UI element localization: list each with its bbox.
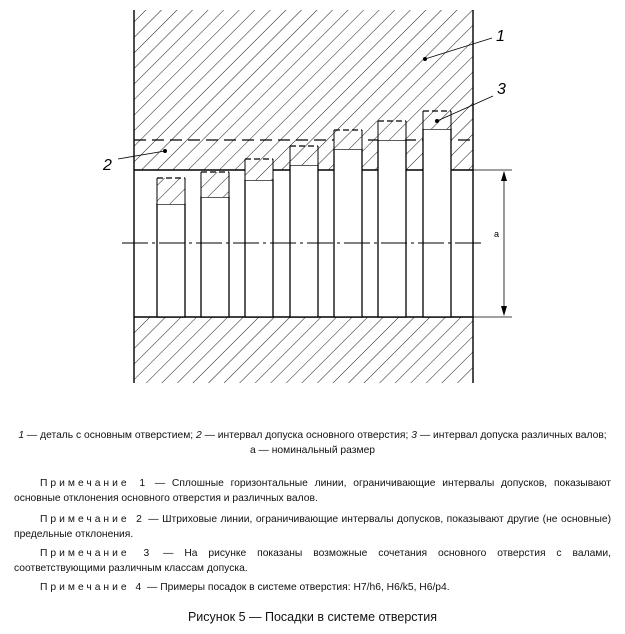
legend-line-2: а — номинальный размер [249,445,376,456]
dimension-label-a: a [494,229,500,239]
dimension-arrow-top [501,171,507,181]
shaft-5 [334,149,362,317]
note-3: Примечание 3 — На рисунке показаны возможные сочетания основного отверстия с валами, соответствующими различным классам допуска. [14,548,611,574]
shaft-tolerance-zone-1 [157,178,185,204]
note-4: Примечание 4 — Примеры посадок в системе отверстия: H7/h6, H6/k5, H6/p4. [40,582,450,593]
label-3: 3 [497,81,506,98]
legend-line-1: 1 — деталь с основным отверстием; 2 — интервал допуска основного отверстия; 3 — интервал допуска различных валов; [18,430,607,441]
legend [14,428,611,458]
leader-dot-2 [163,149,167,153]
note-2: Примечание 2 — Штриховые линии, ограничивающие интервалы допусков, показывают другие (не основные) предельные отклонения. [14,514,611,540]
shaft-6 [378,140,406,317]
shaft-3 [245,180,273,317]
shaft-7 [423,129,451,317]
dimension-arrow-bottom [501,306,507,316]
shaft-tolerance-zone-3 [245,159,273,180]
shaft-tolerance-zone-2 [201,172,229,197]
shaft-4 [290,165,318,317]
note-1: Примечание 1 — Сплошные горизонтальные линии, ограничивающие интервалы допусков, показывают основные отклонения основного отверстия и различных валов. [14,478,611,504]
label-2: 2 [103,157,112,174]
shaft-1 [157,204,185,317]
shaft-tolerance-zone-4 [290,146,318,165]
shaft-tolerance-zone-6 [378,121,406,140]
label-1: 1 [496,28,505,45]
shaft-2 [201,197,229,317]
leader-dot-3 [435,119,439,123]
figure-caption: Рисунок 5 — Посадки в системе отверстия [187,610,438,624]
lower-part [134,317,473,383]
leader-dot-1 [423,57,427,61]
shaft-tolerance-zone-5 [334,130,362,149]
